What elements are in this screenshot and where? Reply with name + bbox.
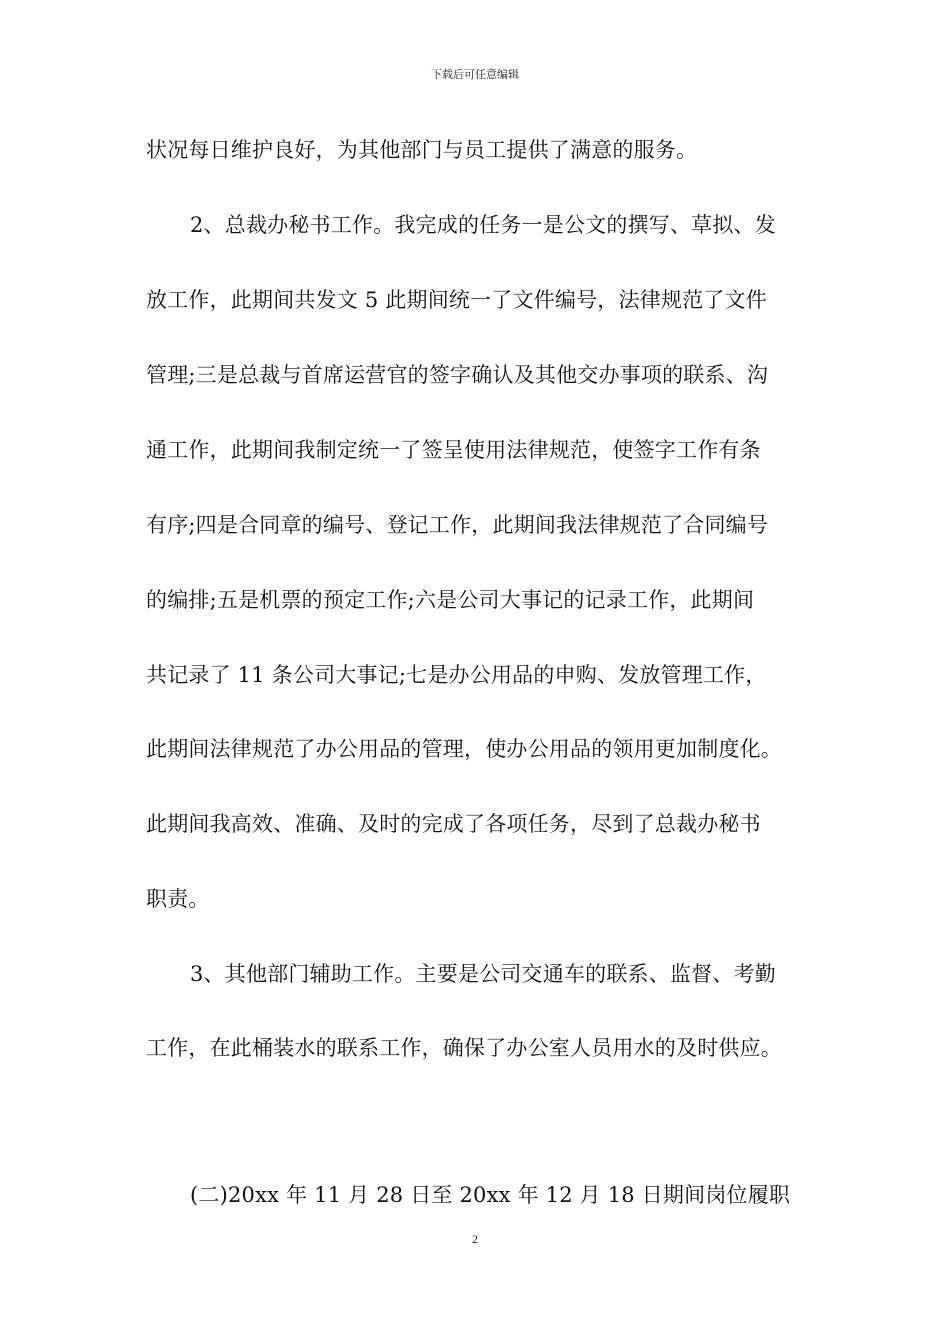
paragraph-line: 通工作，此期间我制定统一了签呈使用法律规范，使签字工作有条 xyxy=(146,438,761,462)
page-number: 2 xyxy=(472,1232,478,1246)
paragraph-line: 此期间法律规范了办公用品的管理，使办公用品的领用更加制度化。 xyxy=(146,737,782,761)
paragraph-line: 放工作，此期间共发文 5 此期间统一了文件编号，法律规范了文件 xyxy=(146,288,767,312)
paragraph-line: 状况每日维护良好，为其他部门与员工提供了满意的服务。 xyxy=(146,138,698,162)
paragraph-line: 共记录了 11 条公司大事记;七是办公用品的申购、发放管理工作， xyxy=(146,663,767,687)
section-heading: (二)20xx 年 11 月 28 日至 20xx 年 12 月 18 日期间岗位履职 xyxy=(190,1183,791,1207)
paragraph-line: 工作，在此桶装水的联系工作，确保了办公室人员用水的及时供应。 xyxy=(146,1036,782,1060)
paragraph-line: 3、其他部门辅助工作。主要是公司交通车的联系、监督、考勤 xyxy=(190,962,776,986)
paragraph-line: 的编排;五是机票的预定工作;六是公司大事记的记录工作，此期间 xyxy=(146,588,755,612)
paragraph-line: 2、总裁办秘书工作。我完成的任务一是公文的撰写、草拟、发 xyxy=(190,213,776,237)
paragraph-line: 有序;四是合同章的编号、登记工作，此期间我法律规范了合同编号 xyxy=(146,513,769,537)
paragraph-line: 职责。 xyxy=(146,887,210,911)
paragraph-line: 管理;三是总裁与首席运营官的签字确认及其他交办事项的联系、沟 xyxy=(146,363,769,387)
paragraph-line: 此期间我高效、准确、及时的完成了各项任务，尽到了总裁办秘书 xyxy=(146,812,761,836)
header-note: 下载后可任意编辑 xyxy=(431,68,519,81)
